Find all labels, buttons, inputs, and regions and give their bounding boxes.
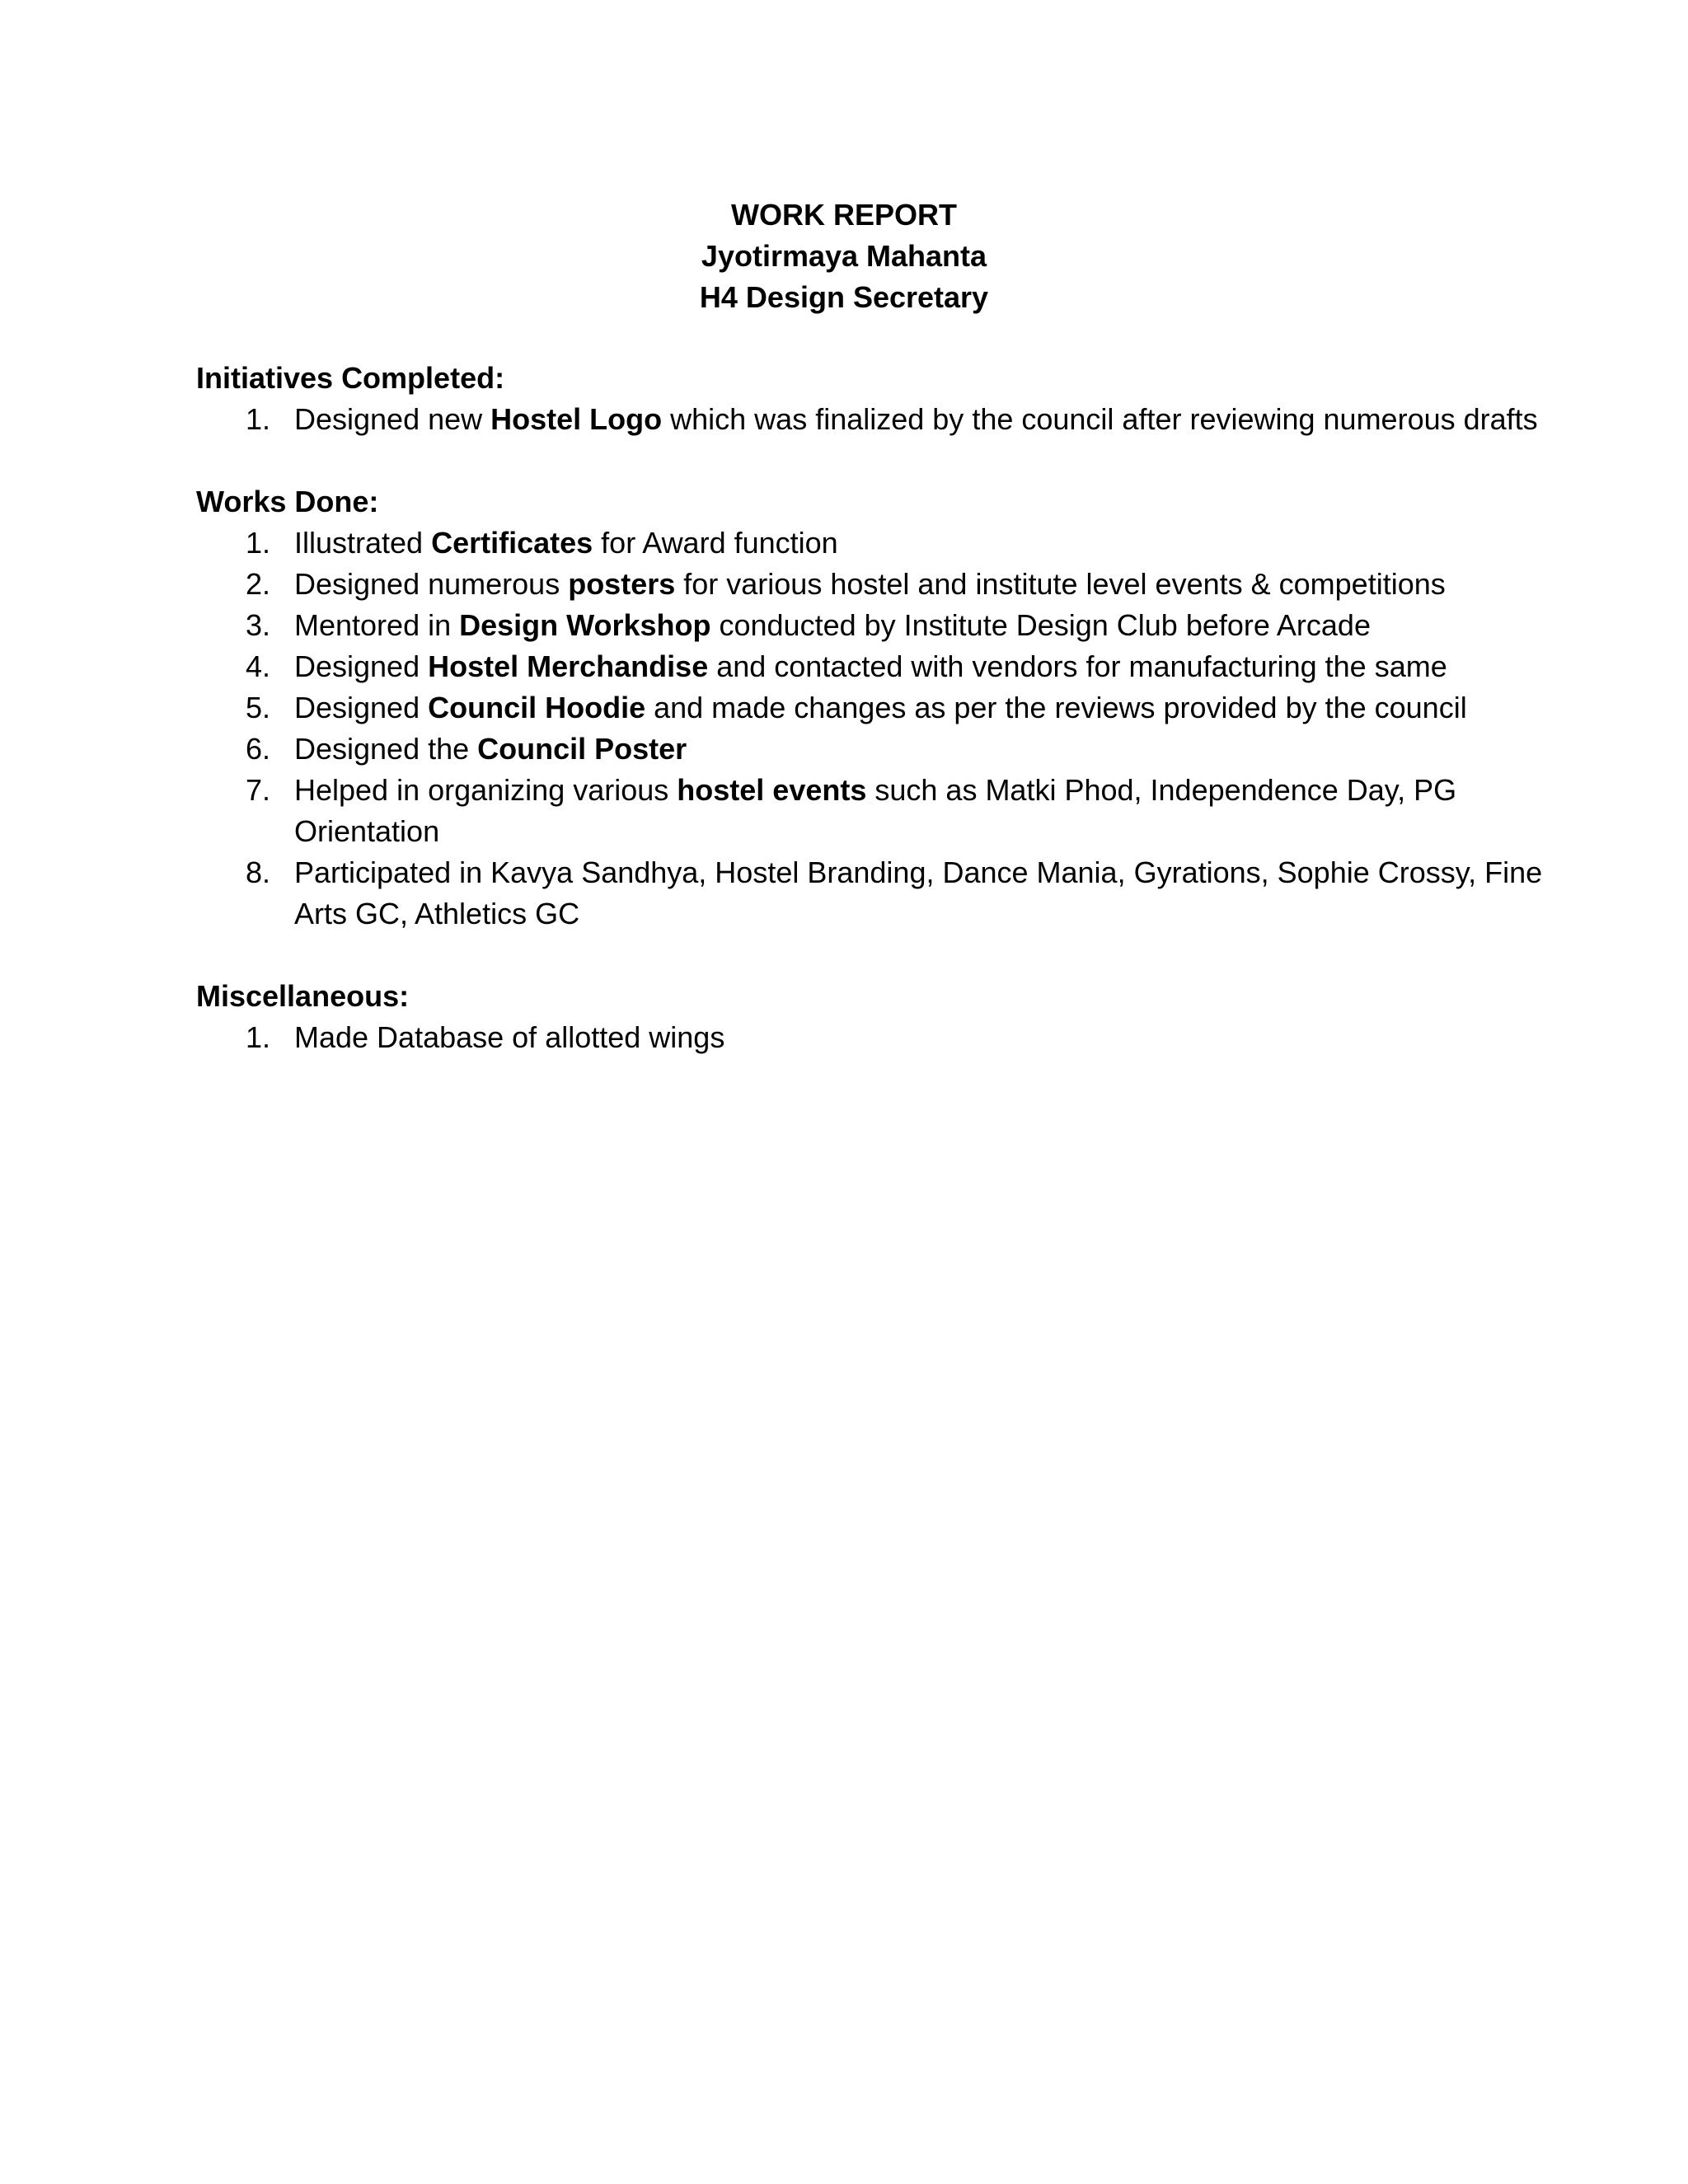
item-highlight: Council Hoodie — [428, 691, 646, 724]
item-text: Designed — [294, 691, 429, 724]
section-works-done — [196, 481, 1543, 935]
list-item — [196, 523, 1580, 564]
section-miscellaneous — [196, 976, 1515, 1058]
item-text: Designed numerous — [294, 567, 569, 601]
section-title: Miscellaneous: — [196, 979, 410, 1013]
list-number: 3. — [246, 608, 271, 642]
list-number: 1. — [246, 402, 271, 436]
item-text-rest: such as Matki Phod, Independence Day, PG Orientation — [294, 773, 1457, 848]
list-item — [196, 605, 1580, 646]
author-name: Jyotirmaya Mahanta — [701, 239, 987, 273]
item-highlight: Certificates — [431, 526, 593, 560]
item-highlight: posters — [568, 567, 676, 601]
section-title: Initiatives Completed: — [196, 361, 505, 395]
list-number: 6. — [246, 732, 271, 766]
item-text: Mentored in — [294, 608, 460, 642]
item-text-rest: which was finalized by the council after reviewing numerous drafts — [662, 402, 1538, 436]
list-number: 4. — [246, 649, 271, 683]
section-title: Works Done: — [196, 485, 379, 518]
list-item — [196, 770, 1580, 852]
section-initiatives-completed — [196, 358, 1538, 440]
list-number: 2. — [246, 567, 271, 601]
list-item — [196, 1017, 1580, 1058]
list-number: 7. — [246, 773, 271, 807]
list-number: 1. — [246, 526, 271, 560]
report-title: WORK REPORT — [731, 198, 957, 232]
list-number: 1. — [246, 1020, 271, 1054]
initiatives-list — [196, 399, 1538, 440]
item-text: Participated in Kavya Sandhya, Hostel Branding, Dance Mania, Gyrations, Sophie Crossy, Fine Arts GC, Athletics GC — [294, 855, 1543, 930]
report-header — [0, 194, 1688, 318]
item-text-rest: conducted by Institute Design Club before Arcade — [710, 608, 1371, 642]
list-item — [196, 852, 1580, 935]
item-highlight: hostel events — [677, 773, 867, 807]
list-item — [196, 729, 1580, 770]
list-item — [196, 399, 1580, 440]
report-body — [196, 358, 1543, 1058]
list-item — [196, 687, 1580, 729]
item-highlight: Hostel Merchandise — [428, 649, 709, 683]
author-role: H4 Design Secretary — [699, 280, 989, 314]
list-number: 8. — [246, 855, 271, 889]
list-item — [196, 646, 1580, 687]
item-text: Made Database of allotted wings — [294, 1020, 725, 1054]
item-text: Designed — [294, 649, 429, 683]
item-text: Designed the — [294, 732, 478, 766]
item-highlight: Hostel Logo — [490, 402, 663, 436]
item-text: Illustrated — [294, 526, 432, 560]
works-list — [196, 523, 1543, 935]
item-highlight: Council Poster — [477, 732, 687, 766]
list-item — [196, 564, 1580, 605]
item-text-rest: for various hostel and institute level events & competitions — [675, 567, 1446, 601]
item-highlight: Design Workshop — [459, 608, 711, 642]
item-text-rest: for Award function — [593, 526, 838, 560]
misc-list — [196, 1017, 1515, 1058]
item-text-rest: and made changes as per the reviews provided by the council — [645, 691, 1467, 724]
item-text: Designed new — [294, 402, 491, 436]
list-number: 5. — [246, 691, 271, 724]
item-text-rest: and contacted with vendors for manufacturing the same — [708, 649, 1447, 683]
item-text: Helped in organizing various — [294, 773, 678, 807]
